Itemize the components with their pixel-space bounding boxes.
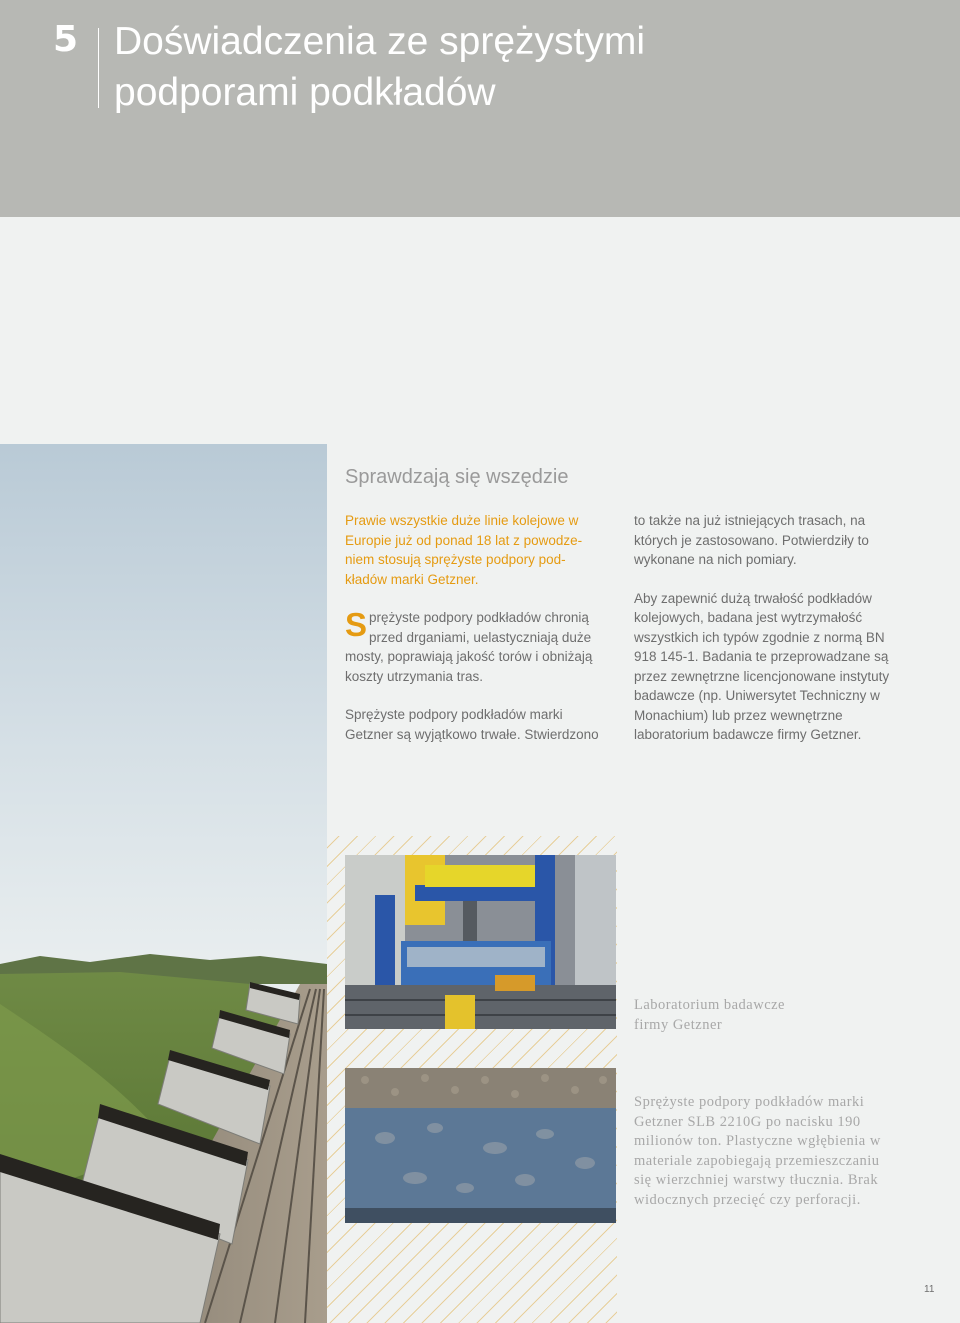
sleeper-pad-photo [345,1068,616,1223]
lead-paragraph: Prawie wszystkie duże linie kolejowe w Europie już od ponad 18 lat z powodze- niem stosują sprężyste podpory pod- kładów marki Getzner. [345,513,583,587]
chapter-header [0,0,960,217]
body-paragraph-1-text: prężyste podpory podkładów chronią przed drganiami, uelastyczniają duże mosty, poprawiają jakość torów i obniżają koszty utrzymania tras. [345,610,593,684]
left-text-column [345,511,613,763]
chapter-title: Doświadczenia ze sprężystymi podporami podkładów [114,20,646,114]
lab-photo-caption: Laboratorium badawcze firmy Getzner [634,997,785,1033]
body-paragraph-2: Sprężyste podpory podkładów marki Getzner są wyjątkowo trwałe. Stwierdzono [345,707,599,742]
drop-cap: S [345,606,368,643]
chapter-number: 5 [53,19,79,60]
header-divider [98,28,99,108]
body-paragraph-4: Aby zapewnić dużą trwałość podkładów kolejowych, badana jest wytrzymałość wszystkich ich typów zgodnie z normą BN 918 145-1. Badania te przeprowadzane są przez zewnętrzne licencjonowane instytuty badawcze (np. Uniwersytet Techniczny w Monachium) lub przez wewnętrzne laboratorium badawcze firmy Getzner. [634,590,890,742]
body-paragraph-3: to także na już istniejących trasach, na których je zastosowano. Potwierdziły to wykonane na nich pomiary. [634,513,869,567]
section-heading: Sprawdzają się wszędzie [345,466,569,488]
page-number: 11 [924,1284,935,1295]
body-paragraph-1 [345,608,613,686]
pad-photo-caption: Sprężyste podpory podkładów marki Getzner SLB 2210G po nacisku 190 milionów ton. Plastyczne wgłębienia w materiale zapobiegają przemieszczaniu się wierzchniej warstwy tłucznia. Brak widocznych przecięć czy perforacji. [634,1094,881,1208]
lab-press-photo [345,855,616,1029]
right-text-column [634,511,900,764]
coal-train-photo [0,444,327,1323]
